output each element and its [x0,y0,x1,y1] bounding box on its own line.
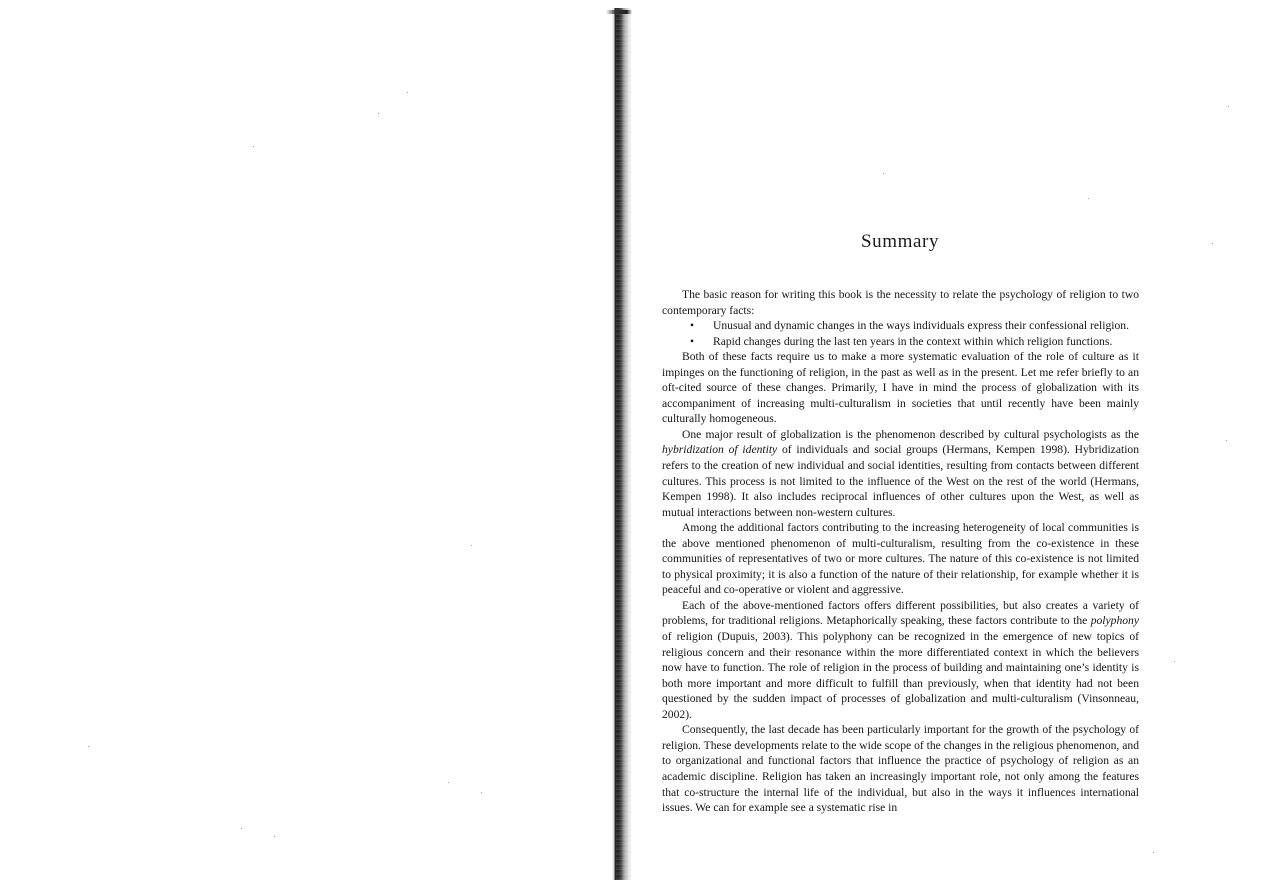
list-item [662,318,1139,334]
scan-speck [253,146,254,147]
intro-paragraph: The basic reason for writing this book is the necessity to relate the psychology of religion to two contemporary facts: [662,288,1139,317]
scan-speck [1088,198,1089,199]
paragraph-text: One major result of globalization is the phenomenon described by cultural psychologists as the [682,427,1139,441]
page-title: Summary [860,231,940,252]
book-gutter-texture [616,8,630,880]
bullet-icon: • [690,334,695,348]
emphasis-text: polyphony [1090,614,1139,628]
scan-speck [407,92,408,93]
paragraph-multiculturalism: Among the additional factors contributing to the increasing heterogeneity of local communities is the above mentioned phenomenon of multi-culturalism, resulting from the co-existence in these communities of representatives of two or more cultures. The nature of this co-existence is not limited to physical proximity; it is also a function of the nature of their relationship, for example whether it is peaceful and co-operative or violent and aggressive. [662,521,1139,597]
book-gutter-top-edge [606,10,632,14]
list-item-text: Rapid changes during the last ten years in the context within which religion functions. [713,334,1113,348]
paragraph-culture: Both of these facts require us to make a more systematic evaluation of the role of culture as it impinges on the functioning of religion, in the past as well as in the present. Let me refer briefly to an oft-cited source of these changes. Primarily, I have in mind the process of globalization with its accompaniment of increasing multi-culturalism in societies that until recently have been mainly culturally homogeneous. [662,350,1139,426]
paragraph-consequently: Consequently, the last decade has been particularly important for the growth of the psychology of religion. These developments relate to the wide scope of the changes in the religious phenomenon, and to organizational and functional factors that influence the practice of psychology of religion as an academic discipline. Religion has taken an increasingly important role, not only among the features that co-structure the internal life of the individual, but also in the ways it influences international issues. We can for example see a systematic rise in [662,723,1139,815]
page-body [662,287,1139,816]
paragraph-text: of individuals and social groups (Hermans, Kempen 1998). Hybridization refers to the creation of new individual and social identities, resulting from contacts between different cultures. This process is not limited to the influence of the West on the rest of the world (Hermans, Kempen 1998). It also includes reciprocal influences of other cultures upon the West, as well as mutual interactions between non-western cultures. [662,443,1140,519]
paragraph-polyphony [662,598,1139,722]
scan-speck [378,113,379,114]
bullet-icon: • [690,319,695,333]
scan-speck [1228,106,1229,107]
scan-speck [241,828,242,829]
paragraph-text: of religion (Dupuis, 2003). This polyphony can be recognized in the emergence of new topics of religious concern and their resonance within the more differentiated context in which the believers now have to function. The role of religion in the process of building and maintaining one’s identity is both more important and more difficult to fulfill than previously, when that identity had not been questioned by the sudden impact of processes of globalization and multi-culturalism (Vinsonneau, 2002). [662,630,1139,721]
scan-speck [274,836,275,837]
paragraph-text: Each of the above-mentioned factors offers different possibilities, but also creates a variety of problems, for traditional religions. Metaphorically speaking, these factors contribute to the [662,598,1139,628]
scan-speck [471,545,472,546]
scan-speck [481,792,482,793]
scan-speck [883,173,884,174]
scan-speck [1153,852,1154,853]
list-item-text: Unusual and dynamic changes in the ways individuals express their confessional religion. [713,319,1129,333]
scan-speck [1212,243,1213,244]
list-item [662,334,1139,350]
scan-speck [1226,440,1227,441]
paragraph-hybridization [662,427,1139,520]
emphasis-text: hybridization of identity [662,443,778,457]
scan-speck [88,746,89,747]
fact-list [662,318,1139,349]
scan-speck [448,782,449,783]
scan-speck [1174,661,1175,662]
